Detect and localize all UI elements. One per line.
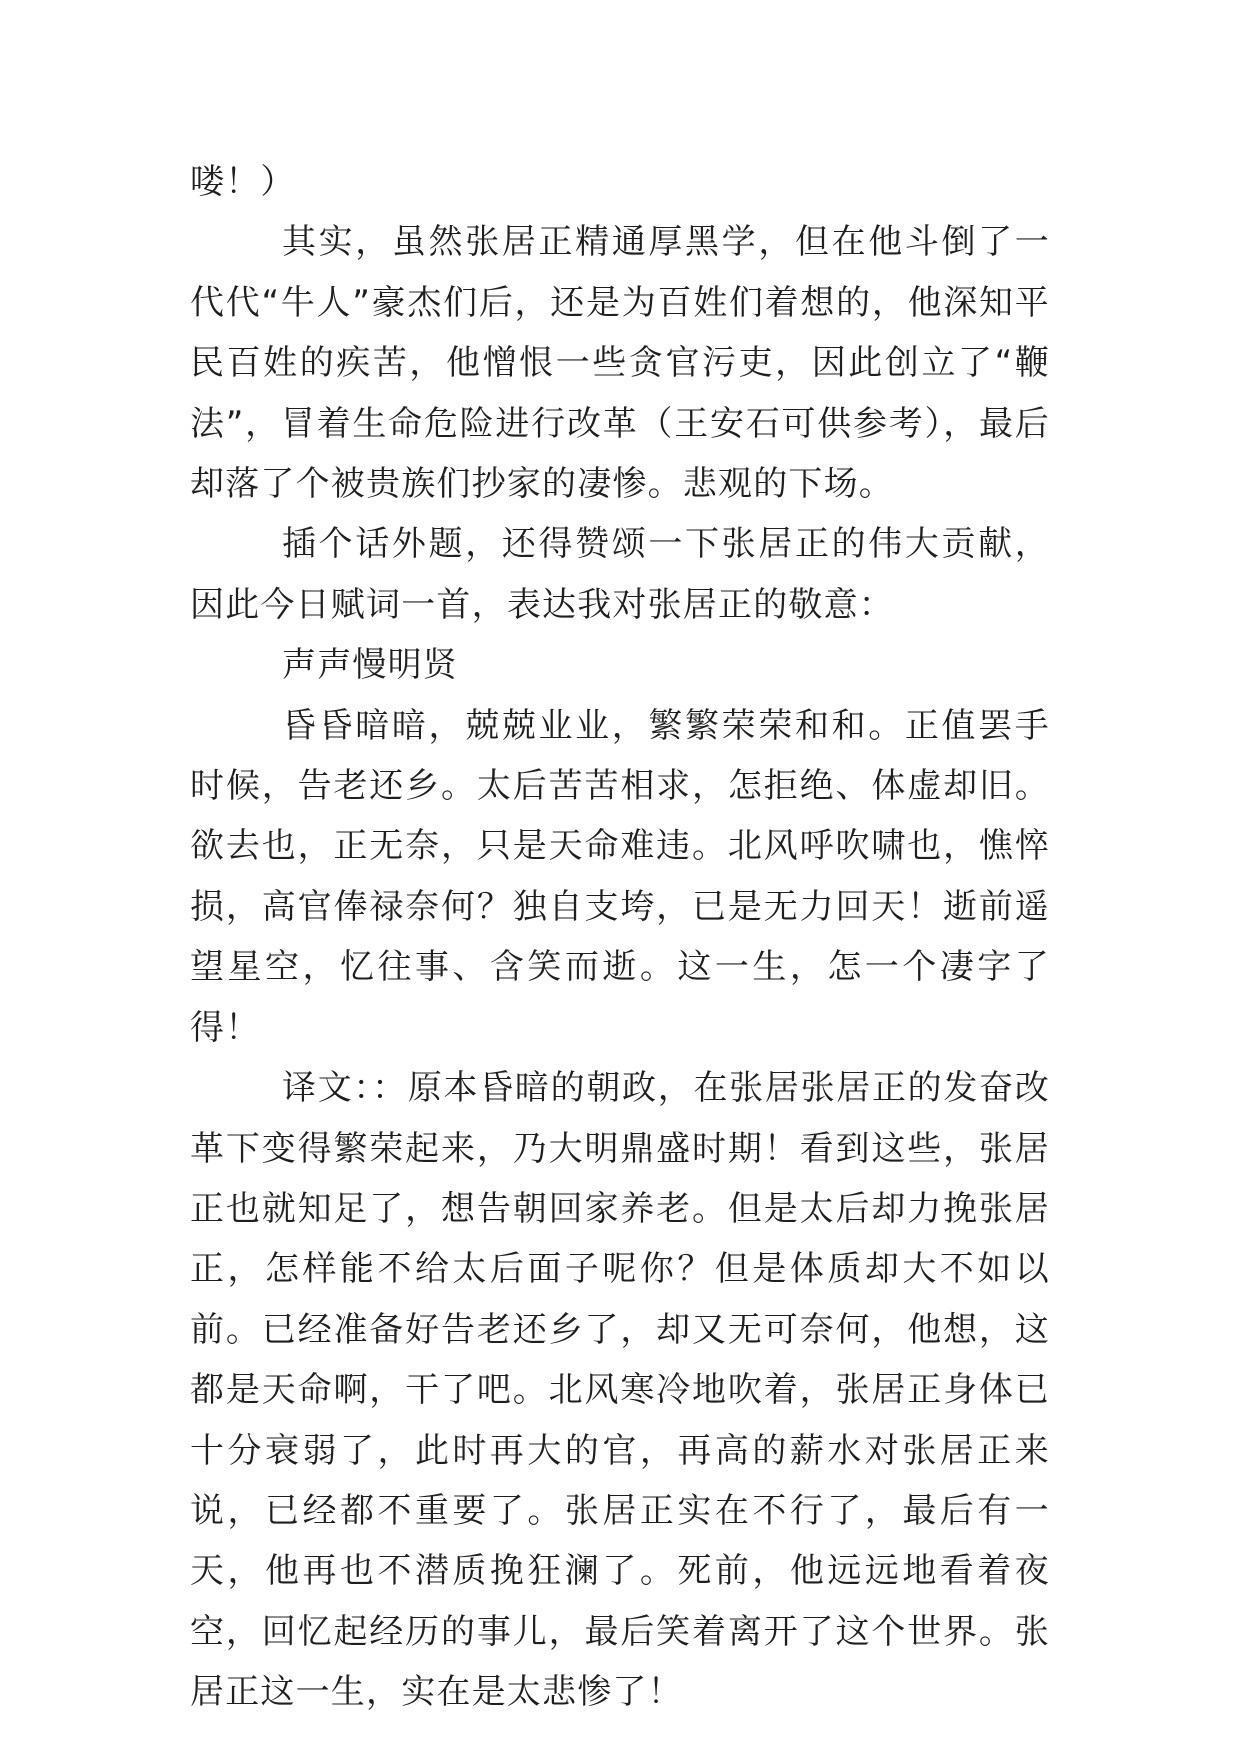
paragraph-digression: 插个话外题，还得赞颂一下张居正的伟大贡献，因此今日赋词一首，表达我对张居正的敬意： — [190, 524, 1050, 625]
document-body — [190, 152, 1050, 1723]
paragraph-continuation: 喽！） — [190, 162, 296, 202]
poem-title: 声声慢明贤 — [282, 645, 458, 686]
translation-paragraph: 译文：：原本昏暗的朝政，在张居张居正的发奋改革下变得繁荣起来，乃大明鼎盛时期！看到这些，张居正也就知足了，想告朝回家养老。但是太后却力挽张居正，怎样能不给太后面子呢你？但是体质却大不如以前。已经准备好告老还乡了，却又无可奈何，他想，这都是天命啊，干了吧。北风寒冷地吹着，张居正身体已十分衰弱了，此时再大的官，再高的薪水对张居正来说，已经都不重要了。张居正实在不行了，最后有一天，他再也不潜质挽狂澜了。死前，他远远地看着夜空，回忆起经历的事儿，最后笑着离开了这个世界。张居正这一生，实在是太悲惨了！ — [190, 1068, 1050, 1713]
poem-text: 昏昏暗暗，兢兢业业，繁繁荣荣和和。正值罢手时候，告老还乡。太后苦苦相求，怎拒绝、体虚却旧。欲去也，正无奈，只是天命难违。北风呼吹啸也，憔悴损，高官俸禄奈何？独自支垮，已是无力回天！逝前遥望星空，忆往事、含笑而逝。这一生，怎一个凄字了得！ — [190, 705, 1050, 1048]
paragraph-reform: 其实，虽然张居正精通厚黑学，但在他斗倒了一代代“牛人”豪杰们后，还是为百姓们着想的，他深知平民百姓的疾苦，他憎恨一些贪官污吏，因此创立了“鞭法”，冒着生命危险进行改革（王安石可供参考），最后却落了个被贵族们抄家的凄惨。悲观的下场。 — [190, 222, 1050, 505]
